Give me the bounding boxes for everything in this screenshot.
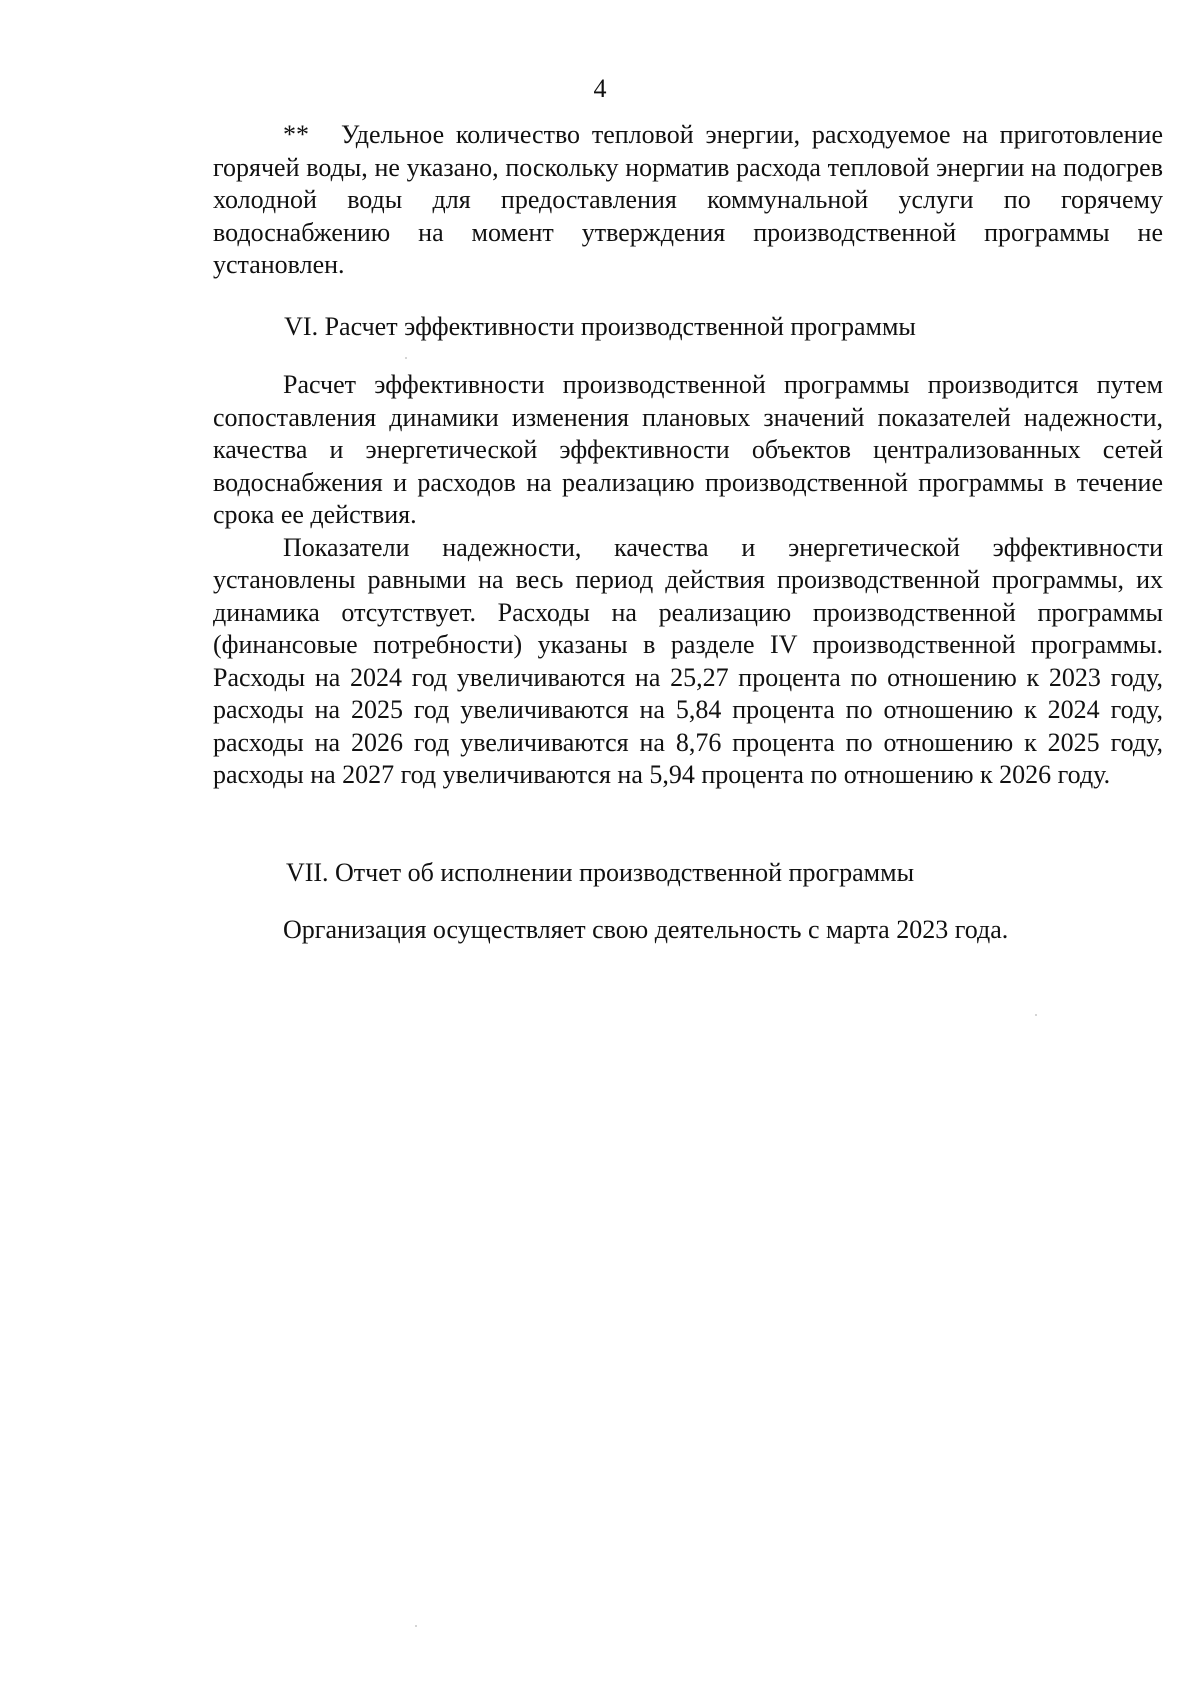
section-vi-body (213, 369, 1163, 792)
paragraph: Организация осуществляет свою деятельность с марта 2023 года. (283, 915, 1009, 944)
section-vii-heading: VII. Отчет об исполнении производственной программы (285, 858, 915, 887)
paragraph: Показатели надежности, качества и энергетической эффективности установлены равными на весь период действия производственной программы, их динамика отсутствует. Расходы на реализацию производственной программы (финансовые потребности) указаны в разделе IV производственной программы. Расходы на 2024 год увеличиваются на 25,27 процента по отношению к 2023 году, расходы на 2025 год увеличиваются на 5,84 процента по отношению к 2024 году, расходы на 2026 год увеличиваются на 8,76 процента по отношению к 2025 году, расходы на 2027 год увеличиваются на 5,94 процента по отношению к 2026 году. (213, 532, 1163, 789)
scan-speck (405, 357, 407, 359)
page-number: 4 (593, 74, 607, 103)
footnote-mark: ** (283, 120, 309, 149)
scan-speck (1035, 1014, 1037, 1016)
footnote-text: Удельное количество тепловой энергии, расходуемое на приготовление горячей воды, не указано, поскольку норматив расхода тепловой энергии на подогрев холодной воды для предоставления коммунальной услуги по горячему водоснабжению на момент утверждения производственной программы не установлен. (213, 120, 1163, 279)
paragraph: Расчет эффективности производственной программы производится путем сопоставления динамики изменения плановых значений показателей надежности, качества и энергетической эффективности объектов централизованных сетей водоснабжения и расходов на реализацию производственной программы в течение срока ее действия. (213, 370, 1163, 529)
scan-speck (415, 1625, 417, 1627)
section-vi-heading: VI. Расчет эффективности производственной программы (284, 312, 916, 341)
footnote (213, 119, 1163, 282)
section-vii-body (213, 914, 1163, 947)
